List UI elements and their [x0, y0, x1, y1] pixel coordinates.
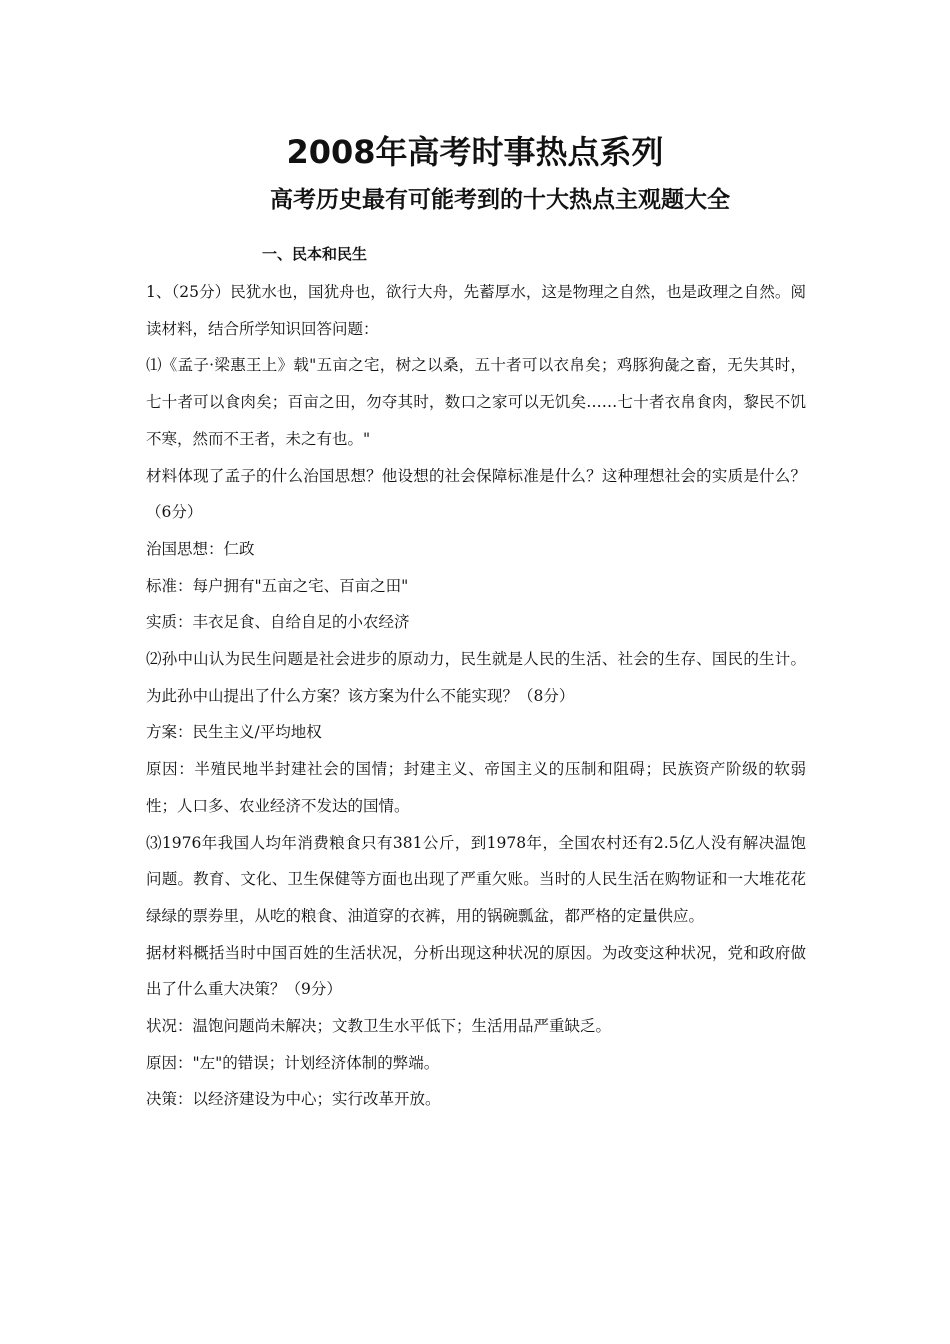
question-3: 据材料概括当时中国百姓的生活状况，分析出现这种状况的原因。为改变这种状况，党和政府做出了什么重大决策？（9分） [146, 943, 806, 999]
material-1: ⑴《孟子·梁惠王上》载"五亩之宅，树之以桑，五十者可以衣帛矣；鸡豚狗彘之畜，无失其时，七十者可以食肉矣；百亩之田，勿夺其时，数口之家可以无饥矣……七十者衣帛食肉，黎民不饥不寒，然而不王者，未之有也。" [146, 356, 806, 448]
question-2: ⑵孙中山认为民生问题是社会进步的原动力，民生就是人民的生活、社会的生存、国民的生计。为此孙中山提出了什么方案？该方案为什么不能实现？（8分） [146, 650, 806, 705]
answer-line: 原因：半殖民地半封建社会的国情；封建主义、帝国主义的压制和阻碍；民族资产阶级的软弱性；人口多、农业经济不发达的国情。 [146, 760, 806, 815]
answer-line: 决策：以经济建设为中心；实行改革开放。 [146, 1090, 441, 1109]
answer-line: 状况：温饱问题尚未解决；文教卫生水平低下；生活用品严重缺乏。 [146, 1017, 612, 1036]
document-subtitle: 高考历史最有可能考到的十大热点主观题大全 [270, 187, 730, 213]
document-body [146, 274, 806, 1118]
question-intro: 1、（25分）民犹水也，国犹舟也，欲行大舟，先蓄厚水，这是物理之自然，也是政理之自然。阅读材料，结合所学知识回答问题： [146, 283, 806, 338]
answer-line: 原因："左"的错误；计划经济体制的弊端。 [146, 1053, 440, 1072]
answer-line: 治国思想：仁政 [146, 539, 255, 558]
material-3: ⑶1976年我国人均年消费粮食只有381公斤，到1978年，全国农村还有2.5亿人没有解决温饱问题。教育、文化、卫生保健等方面也出现了严重欠账。当时的人民生活在购物证和一大堆花花绿绿的票券里，从吃的粮食、油道穿的衣裤，用的锅碗瓢盆，都严格的定量供应。 [146, 833, 806, 925]
answer-line: 标准：每户拥有"五亩之宅、百亩之田" [146, 576, 409, 595]
question-1: 材料体现了孟子的什么治国思想？他设想的社会保障标准是什么？这种理想社会的实质是什么？（6分） [146, 466, 806, 522]
section-heading: 一、民本和民生 [262, 245, 368, 263]
answer-line: 方案：民生主义/平均地权 [146, 723, 322, 742]
answer-line: 实质：丰衣足食、自给自足的小农经济 [146, 613, 410, 632]
document-title: 2008年高考时事热点系列 [286, 133, 664, 171]
